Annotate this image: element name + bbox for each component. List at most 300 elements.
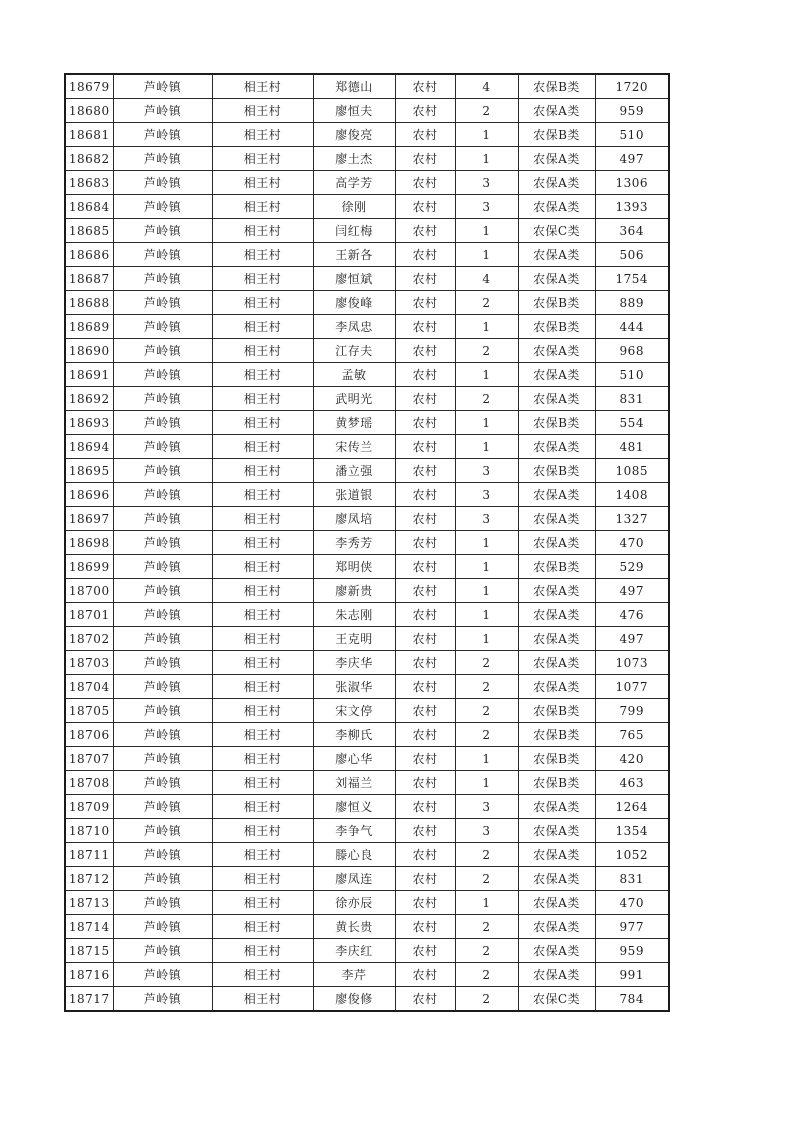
cell-person-count: 1 [455, 747, 518, 771]
table-row [65, 699, 669, 723]
cell-person-count: 1 [455, 315, 518, 339]
cell-village: 相王村 [212, 459, 313, 483]
cell-town: 芦岭镇 [113, 267, 212, 291]
cell-village: 相王村 [212, 795, 313, 819]
cell-village: 相王村 [212, 195, 313, 219]
cell-person-count: 4 [455, 267, 518, 291]
cell-person-name: 廖新贵 [313, 579, 395, 603]
cell-insurance-class: 农保A类 [518, 915, 595, 939]
cell-insurance-class: 农保A类 [518, 531, 595, 555]
cell-amount: 506 [595, 243, 669, 267]
cell-residence-type: 农村 [395, 603, 455, 627]
cell-insurance-class: 农保C类 [518, 987, 595, 1012]
cell-amount: 497 [595, 627, 669, 651]
cell-insurance-class: 农保A类 [518, 483, 595, 507]
cell-person-name: 廖恒夫 [313, 99, 395, 123]
cell-person-count: 2 [455, 723, 518, 747]
cell-amount: 1720 [595, 74, 669, 99]
cell-record-id: 18685 [65, 219, 113, 243]
cell-residence-type: 农村 [395, 267, 455, 291]
table-row [65, 483, 669, 507]
cell-amount: 470 [595, 531, 669, 555]
cell-record-id: 18714 [65, 915, 113, 939]
cell-record-id: 18707 [65, 747, 113, 771]
cell-record-id: 18696 [65, 483, 113, 507]
table-row [65, 675, 669, 699]
cell-insurance-class: 农保B类 [518, 771, 595, 795]
cell-person-name: 张淑华 [313, 675, 395, 699]
cell-person-count: 1 [455, 771, 518, 795]
cell-amount: 1264 [595, 795, 669, 819]
cell-village: 相王村 [212, 555, 313, 579]
cell-residence-type: 农村 [395, 507, 455, 531]
cell-person-count: 2 [455, 291, 518, 315]
cell-amount: 1408 [595, 483, 669, 507]
cell-person-name: 徐刚 [313, 195, 395, 219]
cell-person-name: 李秀芳 [313, 531, 395, 555]
cell-record-id: 18695 [65, 459, 113, 483]
cell-record-id: 18683 [65, 171, 113, 195]
cell-residence-type: 农村 [395, 627, 455, 651]
cell-amount: 831 [595, 867, 669, 891]
cell-amount: 959 [595, 99, 669, 123]
cell-amount: 991 [595, 963, 669, 987]
cell-person-name: 李凤忠 [313, 315, 395, 339]
table-row [65, 531, 669, 555]
cell-amount: 977 [595, 915, 669, 939]
cell-amount: 1754 [595, 267, 669, 291]
cell-town: 芦岭镇 [113, 819, 212, 843]
cell-record-id: 18700 [65, 579, 113, 603]
cell-person-name: 廖俊峰 [313, 291, 395, 315]
cell-village: 相王村 [212, 675, 313, 699]
cell-person-name: 廖俊亮 [313, 123, 395, 147]
table-row [65, 891, 669, 915]
residents-benefits-table [64, 73, 670, 1012]
table-body [65, 74, 669, 1011]
cell-insurance-class: 农保C类 [518, 219, 595, 243]
cell-record-id: 18682 [65, 147, 113, 171]
cell-insurance-class: 农保A类 [518, 795, 595, 819]
cell-residence-type: 农村 [395, 387, 455, 411]
table-row [65, 915, 669, 939]
cell-amount: 1393 [595, 195, 669, 219]
cell-person-name: 廖凤连 [313, 867, 395, 891]
cell-village: 相王村 [212, 123, 313, 147]
cell-person-count: 1 [455, 531, 518, 555]
cell-village: 相王村 [212, 339, 313, 363]
cell-record-id: 18715 [65, 939, 113, 963]
table-row [65, 411, 669, 435]
table-row [65, 195, 669, 219]
cell-insurance-class: 农保B类 [518, 723, 595, 747]
cell-residence-type: 农村 [395, 699, 455, 723]
cell-person-count: 1 [455, 579, 518, 603]
cell-town: 芦岭镇 [113, 411, 212, 435]
cell-village: 相王村 [212, 267, 313, 291]
table-row [65, 867, 669, 891]
cell-person-count: 1 [455, 603, 518, 627]
cell-residence-type: 农村 [395, 315, 455, 339]
cell-record-id: 18711 [65, 843, 113, 867]
cell-town: 芦岭镇 [113, 171, 212, 195]
cell-amount: 529 [595, 555, 669, 579]
cell-village: 相王村 [212, 243, 313, 267]
table-row [65, 795, 669, 819]
cell-village: 相王村 [212, 99, 313, 123]
cell-town: 芦岭镇 [113, 219, 212, 243]
cell-person-name: 李芹 [313, 963, 395, 987]
cell-village: 相王村 [212, 435, 313, 459]
cell-record-id: 18699 [65, 555, 113, 579]
cell-amount: 364 [595, 219, 669, 243]
cell-village: 相王村 [212, 699, 313, 723]
cell-town: 芦岭镇 [113, 747, 212, 771]
cell-person-count: 3 [455, 819, 518, 843]
cell-person-name: 郑明侠 [313, 555, 395, 579]
cell-person-name: 滕心良 [313, 843, 395, 867]
table-row [65, 603, 669, 627]
cell-record-id: 18679 [65, 74, 113, 99]
cell-insurance-class: 农保A类 [518, 891, 595, 915]
cell-person-count: 2 [455, 939, 518, 963]
cell-village: 相王村 [212, 891, 313, 915]
cell-residence-type: 农村 [395, 99, 455, 123]
cell-amount: 444 [595, 315, 669, 339]
cell-town: 芦岭镇 [113, 723, 212, 747]
cell-person-name: 宋文停 [313, 699, 395, 723]
cell-person-name: 廖恒义 [313, 795, 395, 819]
cell-amount: 497 [595, 147, 669, 171]
cell-village: 相王村 [212, 963, 313, 987]
table-row [65, 74, 669, 99]
cell-town: 芦岭镇 [113, 339, 212, 363]
cell-town: 芦岭镇 [113, 243, 212, 267]
table-row [65, 171, 669, 195]
cell-person-name: 宋传兰 [313, 435, 395, 459]
cell-person-count: 1 [455, 123, 518, 147]
cell-town: 芦岭镇 [113, 939, 212, 963]
cell-town: 芦岭镇 [113, 123, 212, 147]
cell-record-id: 18680 [65, 99, 113, 123]
cell-person-count: 2 [455, 387, 518, 411]
cell-residence-type: 农村 [395, 435, 455, 459]
cell-person-count: 3 [455, 171, 518, 195]
cell-residence-type: 农村 [395, 363, 455, 387]
cell-person-name: 闫红梅 [313, 219, 395, 243]
cell-amount: 799 [595, 699, 669, 723]
cell-village: 相王村 [212, 291, 313, 315]
cell-residence-type: 农村 [395, 219, 455, 243]
cell-person-name: 朱志刚 [313, 603, 395, 627]
cell-amount: 463 [595, 771, 669, 795]
cell-person-count: 1 [455, 363, 518, 387]
cell-residence-type: 农村 [395, 74, 455, 99]
cell-village: 相王村 [212, 74, 313, 99]
cell-town: 芦岭镇 [113, 963, 212, 987]
cell-person-name: 黄梦瑶 [313, 411, 395, 435]
cell-amount: 510 [595, 363, 669, 387]
cell-insurance-class: 农保A类 [518, 843, 595, 867]
table-row [65, 99, 669, 123]
cell-person-count: 2 [455, 339, 518, 363]
cell-insurance-class: 农保A类 [518, 435, 595, 459]
cell-record-id: 18681 [65, 123, 113, 147]
cell-person-name: 王克明 [313, 627, 395, 651]
cell-amount: 1085 [595, 459, 669, 483]
cell-town: 芦岭镇 [113, 459, 212, 483]
cell-village: 相王村 [212, 531, 313, 555]
table-row [65, 387, 669, 411]
cell-residence-type: 农村 [395, 243, 455, 267]
cell-village: 相王村 [212, 147, 313, 171]
cell-insurance-class: 农保A类 [518, 675, 595, 699]
cell-person-name: 廖俊修 [313, 987, 395, 1012]
cell-insurance-class: 农保A类 [518, 627, 595, 651]
cell-insurance-class: 农保A类 [518, 963, 595, 987]
table-row [65, 651, 669, 675]
cell-town: 芦岭镇 [113, 699, 212, 723]
cell-insurance-class: 农保B类 [518, 555, 595, 579]
cell-insurance-class: 农保A类 [518, 651, 595, 675]
cell-record-id: 18691 [65, 363, 113, 387]
cell-village: 相王村 [212, 771, 313, 795]
table-row [65, 723, 669, 747]
cell-record-id: 18710 [65, 819, 113, 843]
cell-record-id: 18684 [65, 195, 113, 219]
cell-person-name: 江存夫 [313, 339, 395, 363]
cell-record-id: 18690 [65, 339, 113, 363]
cell-person-name: 李柳氏 [313, 723, 395, 747]
cell-insurance-class: 农保A类 [518, 339, 595, 363]
cell-person-count: 2 [455, 867, 518, 891]
cell-village: 相王村 [212, 819, 313, 843]
cell-insurance-class: 农保B类 [518, 291, 595, 315]
cell-insurance-class: 农保A类 [518, 603, 595, 627]
cell-town: 芦岭镇 [113, 195, 212, 219]
cell-residence-type: 农村 [395, 891, 455, 915]
cell-person-count: 2 [455, 987, 518, 1012]
cell-town: 芦岭镇 [113, 675, 212, 699]
cell-person-count: 2 [455, 99, 518, 123]
table-row [65, 627, 669, 651]
cell-record-id: 18713 [65, 891, 113, 915]
cell-village: 相王村 [212, 315, 313, 339]
cell-insurance-class: 农保A类 [518, 819, 595, 843]
cell-residence-type: 农村 [395, 723, 455, 747]
cell-person-name: 高学芳 [313, 171, 395, 195]
cell-person-count: 1 [455, 627, 518, 651]
cell-record-id: 18687 [65, 267, 113, 291]
cell-residence-type: 农村 [395, 411, 455, 435]
table-row [65, 267, 669, 291]
cell-person-name: 廖凤培 [313, 507, 395, 531]
cell-person-count: 2 [455, 699, 518, 723]
cell-person-count: 3 [455, 459, 518, 483]
cell-record-id: 18694 [65, 435, 113, 459]
cell-amount: 831 [595, 387, 669, 411]
cell-residence-type: 农村 [395, 795, 455, 819]
cell-town: 芦岭镇 [113, 915, 212, 939]
cell-record-id: 18698 [65, 531, 113, 555]
cell-insurance-class: 农保A类 [518, 363, 595, 387]
cell-amount: 765 [595, 723, 669, 747]
cell-person-count: 3 [455, 195, 518, 219]
cell-amount: 1354 [595, 819, 669, 843]
cell-amount: 497 [595, 579, 669, 603]
cell-amount: 1077 [595, 675, 669, 699]
cell-record-id: 18705 [65, 699, 113, 723]
cell-town: 芦岭镇 [113, 603, 212, 627]
table-row [65, 987, 669, 1012]
cell-person-count: 3 [455, 507, 518, 531]
cell-town: 芦岭镇 [113, 891, 212, 915]
cell-insurance-class: 农保B类 [518, 123, 595, 147]
cell-person-name: 张道银 [313, 483, 395, 507]
table-row [65, 123, 669, 147]
cell-amount: 1052 [595, 843, 669, 867]
cell-insurance-class: 农保A类 [518, 267, 595, 291]
cell-record-id: 18686 [65, 243, 113, 267]
cell-record-id: 18704 [65, 675, 113, 699]
cell-town: 芦岭镇 [113, 771, 212, 795]
cell-person-name: 李庆华 [313, 651, 395, 675]
cell-record-id: 18709 [65, 795, 113, 819]
cell-record-id: 18688 [65, 291, 113, 315]
cell-town: 芦岭镇 [113, 507, 212, 531]
cell-person-count: 2 [455, 915, 518, 939]
cell-record-id: 18716 [65, 963, 113, 987]
table-row [65, 339, 669, 363]
cell-village: 相王村 [212, 867, 313, 891]
cell-town: 芦岭镇 [113, 147, 212, 171]
cell-residence-type: 农村 [395, 867, 455, 891]
cell-amount: 889 [595, 291, 669, 315]
cell-town: 芦岭镇 [113, 531, 212, 555]
cell-town: 芦岭镇 [113, 867, 212, 891]
cell-amount: 959 [595, 939, 669, 963]
table-row [65, 507, 669, 531]
cell-village: 相王村 [212, 171, 313, 195]
table-row [65, 315, 669, 339]
cell-residence-type: 农村 [395, 651, 455, 675]
cell-insurance-class: 农保A类 [518, 147, 595, 171]
table-row [65, 819, 669, 843]
cell-residence-type: 农村 [395, 939, 455, 963]
cell-insurance-class: 农保A类 [518, 939, 595, 963]
cell-town: 芦岭镇 [113, 291, 212, 315]
cell-village: 相王村 [212, 363, 313, 387]
cell-village: 相王村 [212, 939, 313, 963]
cell-person-count: 1 [455, 555, 518, 579]
cell-village: 相王村 [212, 915, 313, 939]
table-row [65, 243, 669, 267]
cell-town: 芦岭镇 [113, 315, 212, 339]
cell-amount: 554 [595, 411, 669, 435]
cell-town: 芦岭镇 [113, 987, 212, 1012]
cell-person-count: 1 [455, 435, 518, 459]
cell-town: 芦岭镇 [113, 363, 212, 387]
cell-residence-type: 农村 [395, 123, 455, 147]
cell-residence-type: 农村 [395, 747, 455, 771]
cell-person-name: 黄长贵 [313, 915, 395, 939]
cell-person-count: 2 [455, 963, 518, 987]
cell-village: 相王村 [212, 723, 313, 747]
table-row [65, 843, 669, 867]
cell-person-count: 3 [455, 795, 518, 819]
cell-person-count: 1 [455, 891, 518, 915]
cell-village: 相王村 [212, 483, 313, 507]
cell-amount: 784 [595, 987, 669, 1012]
cell-person-count: 2 [455, 651, 518, 675]
cell-insurance-class: 农保A类 [518, 507, 595, 531]
cell-amount: 1306 [595, 171, 669, 195]
cell-amount: 470 [595, 891, 669, 915]
table-row [65, 939, 669, 963]
cell-town: 芦岭镇 [113, 483, 212, 507]
cell-insurance-class: 农保B类 [518, 459, 595, 483]
cell-amount: 481 [595, 435, 669, 459]
cell-insurance-class: 农保A类 [518, 387, 595, 411]
table-row [65, 579, 669, 603]
cell-town: 芦岭镇 [113, 435, 212, 459]
cell-residence-type: 农村 [395, 843, 455, 867]
cell-amount: 968 [595, 339, 669, 363]
cell-residence-type: 农村 [395, 147, 455, 171]
cell-village: 相王村 [212, 627, 313, 651]
table-row [65, 147, 669, 171]
cell-record-id: 18706 [65, 723, 113, 747]
cell-residence-type: 农村 [395, 531, 455, 555]
cell-person-count: 1 [455, 243, 518, 267]
cell-person-count: 2 [455, 843, 518, 867]
cell-amount: 510 [595, 123, 669, 147]
cell-residence-type: 农村 [395, 963, 455, 987]
cell-residence-type: 农村 [395, 555, 455, 579]
cell-residence-type: 农村 [395, 339, 455, 363]
cell-person-count: 1 [455, 147, 518, 171]
cell-village: 相王村 [212, 411, 313, 435]
cell-person-name: 廖恒斌 [313, 267, 395, 291]
cell-person-name: 徐亦辰 [313, 891, 395, 915]
cell-amount: 476 [595, 603, 669, 627]
table-row [65, 459, 669, 483]
table-row [65, 363, 669, 387]
cell-person-name: 潘立强 [313, 459, 395, 483]
cell-town: 芦岭镇 [113, 99, 212, 123]
cell-residence-type: 农村 [395, 483, 455, 507]
cell-town: 芦岭镇 [113, 843, 212, 867]
cell-insurance-class: 农保B类 [518, 315, 595, 339]
cell-town: 芦岭镇 [113, 651, 212, 675]
cell-record-id: 18703 [65, 651, 113, 675]
cell-record-id: 18702 [65, 627, 113, 651]
cell-person-name: 王新各 [313, 243, 395, 267]
table-row [65, 771, 669, 795]
cell-residence-type: 农村 [395, 291, 455, 315]
cell-residence-type: 农村 [395, 819, 455, 843]
cell-village: 相王村 [212, 219, 313, 243]
table-row [65, 291, 669, 315]
cell-insurance-class: 农保B类 [518, 699, 595, 723]
cell-amount: 1073 [595, 651, 669, 675]
cell-person-count: 1 [455, 219, 518, 243]
table-row [65, 555, 669, 579]
cell-insurance-class: 农保B类 [518, 74, 595, 99]
table-row [65, 963, 669, 987]
cell-insurance-class: 农保A类 [518, 243, 595, 267]
cell-insurance-class: 农保B类 [518, 747, 595, 771]
